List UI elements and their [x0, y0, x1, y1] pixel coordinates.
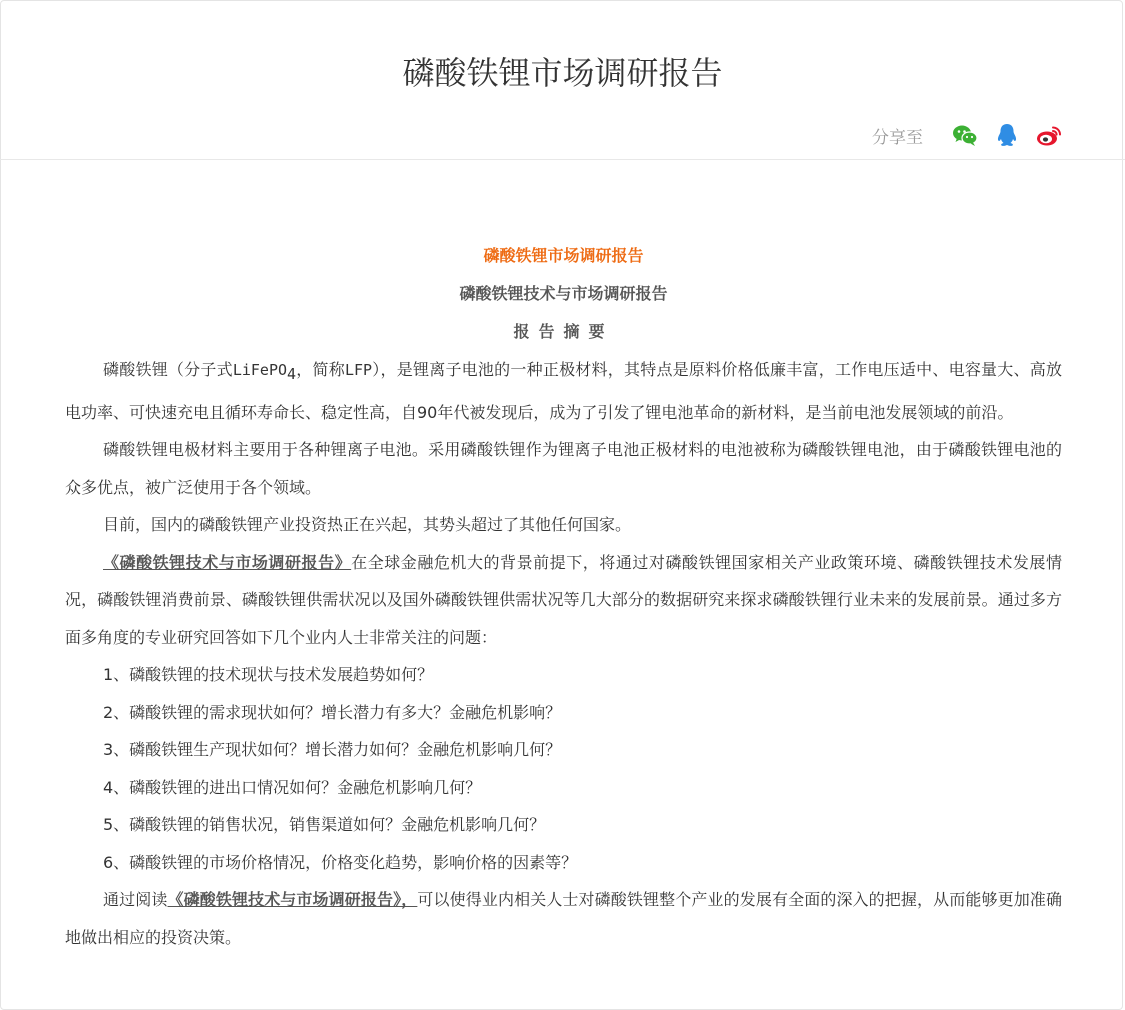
paragraph-report-scope: [65, 544, 1062, 657]
report-link-conclusion[interactable]: 《磷酸铁锂技术与市场调研报告》，: [167, 890, 418, 910]
article-body: [65, 237, 1062, 956]
formula-text: LiFePO: [232, 361, 288, 379]
formula-subscript: 4: [287, 365, 297, 384]
page-title: 磷酸铁锂市场调研报告: [402, 54, 723, 92]
question-item: 3、磷酸铁锂生产现状如何？增长潜力如何？金融危机影响几何？: [103, 740, 562, 760]
question-item: 5、磷酸铁锂的销售状况，销售渠道如何？金融危机影响几何？: [103, 815, 546, 835]
paragraph-investment: 目前，国内的磷酸铁锂产业投资热正在兴起，其势头超过了其他任何国家。: [103, 515, 632, 535]
abstract-heading: 报告摘要: [513, 322, 614, 341]
question-item: 2、磷酸铁锂的需求现状如何？增长潜力有多大？金融危机影响？: [103, 702, 562, 722]
report-scope-text: 在全球金融危机大的背景前提下，将通过对磷酸铁锂国家相关产业政策环境、磷酸铁锂技术发展情况，磷酸铁锂消费前景、磷酸铁锂供需状况以及国外磷酸铁锂供需状况等几大部分的数据研究来探求磷酸铁锂行业未来的发展前景。通过多方面多角度的专业研究回答如下几个业内人士非常关注的问题：: [65, 552, 1062, 647]
question-item: 6、磷酸铁锂的市场价格情况，价格变化趋势，影响价格的因素等？: [103, 852, 578, 872]
question-item: 1、磷酸铁锂的技术现状与技术发展趋势如何？: [103, 665, 434, 685]
weibo-icon[interactable]: [1035, 121, 1063, 149]
intro-text-a: 磷酸铁锂（分子式: [103, 360, 233, 379]
page-header: [0, 0, 1125, 160]
article-title: 磷酸铁锂市场调研报告: [483, 246, 644, 265]
paragraph-uses: 磷酸铁锂电极材料主要用于各种锂离子电池。采用磷酸铁锂作为锂离子电池正极材料的电池被称为磷酸铁锂电池，由于磷酸铁锂电池的众多优点，被广泛使用于各个领域。: [65, 440, 1062, 497]
paragraph-intro: [65, 351, 1062, 431]
conclusion-text-a: 通过阅读: [103, 890, 168, 910]
intro-text-b: ，简称: [296, 360, 345, 379]
paragraph-conclusion: [65, 881, 1062, 956]
report-link[interactable]: 《磷酸铁锂技术与市场调研报告》: [103, 552, 352, 572]
abbreviation-text: LFP: [344, 361, 373, 379]
share-label: 分享至: [872, 127, 923, 148]
intro-text-c: ），是锂离子电池的一种正极材料，其特点是原料价格低廉丰富，工作电压适中、电容量大、高放电功率、可快速充电且循环寿命长、稳定性高，自90年代被发现后，成为了引发了锂电池革命的新材料，是当前电池发展领域的前沿。: [65, 360, 1062, 422]
question-item: 4、磷酸铁锂的进出口情况如何？金融危机影响几何？: [103, 777, 482, 797]
share-bar: [872, 120, 1063, 150]
qq-icon[interactable]: [993, 121, 1021, 149]
article-subtitle: 磷酸铁锂技术与市场调研报告: [459, 284, 668, 303]
wechat-icon[interactable]: [951, 121, 979, 149]
conclusion-text-b: 可以使得业内相关人士对磷酸铁锂整个产业的发展有全面的深入的把握，从而能够更加准确地做出相应的投资决策。: [65, 890, 1062, 947]
